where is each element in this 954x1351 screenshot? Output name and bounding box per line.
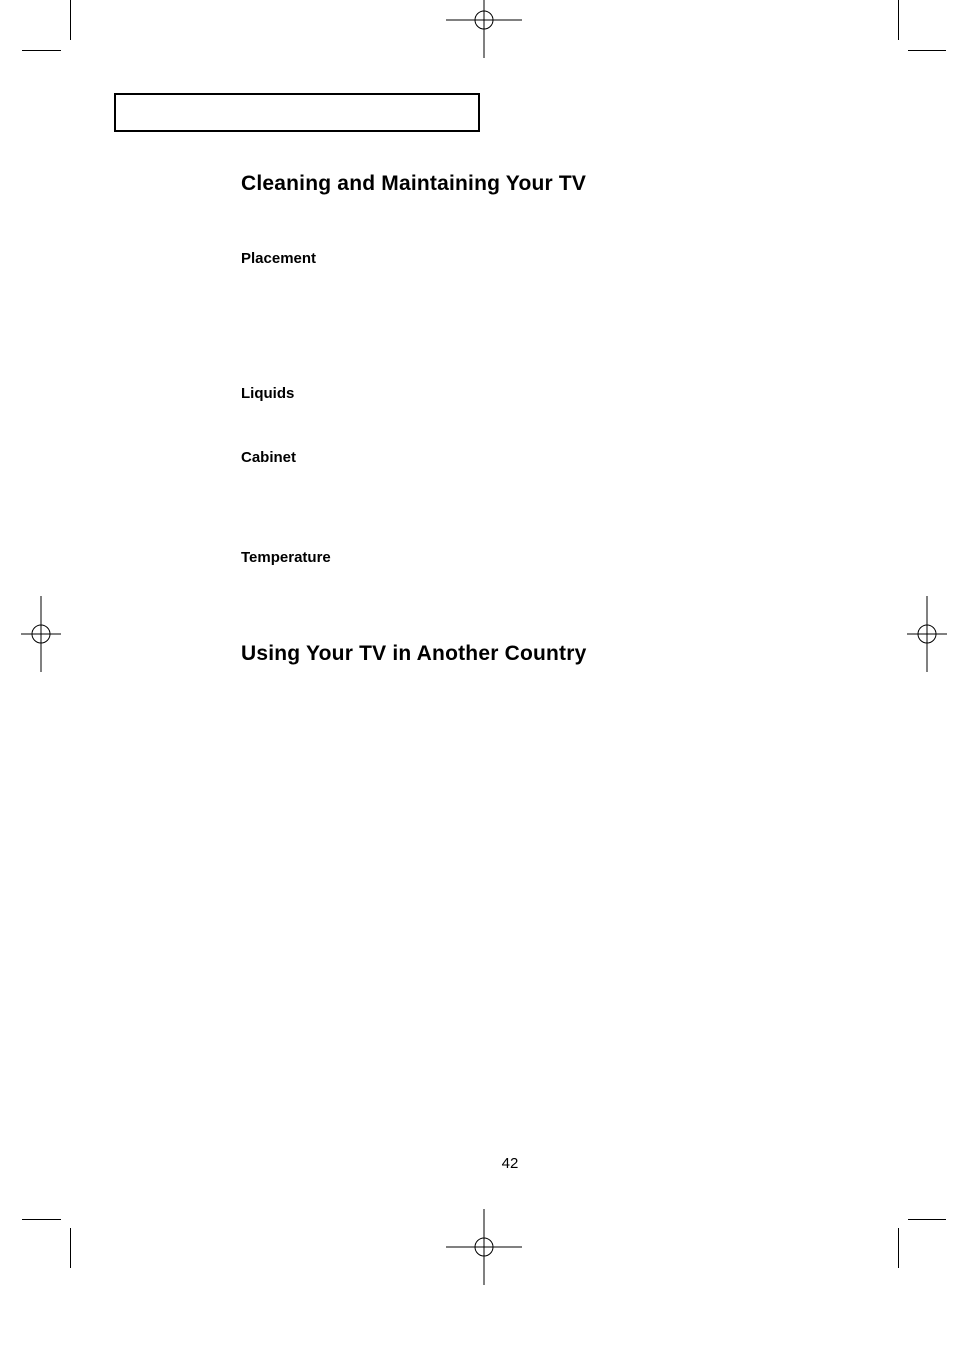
crop-mark-bottom-left-horizontal <box>22 1219 61 1220</box>
registration-mark-left-icon <box>3 596 79 672</box>
section-title-another-country: Using Your TV in Another Country <box>241 642 587 665</box>
chapter-header-box <box>114 93 480 132</box>
page-number: 42 <box>501 1155 519 1172</box>
crop-mark-top-left-vertical <box>70 0 71 40</box>
crop-mark-bottom-right-horizontal <box>908 1219 946 1220</box>
registration-mark-right-icon <box>889 596 954 672</box>
subheading-liquids: Liquids <box>241 385 295 402</box>
subheading-temperature: Temperature <box>241 549 331 566</box>
crop-mark-bottom-right-vertical <box>898 1228 899 1268</box>
crop-mark-top-left-horizontal <box>22 50 61 51</box>
crop-mark-top-right-vertical <box>898 0 899 40</box>
subheading-cabinet: Cabinet <box>241 449 297 466</box>
registration-mark-bottom-icon <box>446 1209 522 1285</box>
crop-mark-top-right-horizontal <box>908 50 946 51</box>
section-title-cleaning: Cleaning and Maintaining Your TV <box>241 172 587 195</box>
crop-mark-bottom-left-vertical <box>70 1228 71 1268</box>
registration-mark-top-icon <box>446 0 522 58</box>
subheading-placement: Placement <box>241 250 317 267</box>
